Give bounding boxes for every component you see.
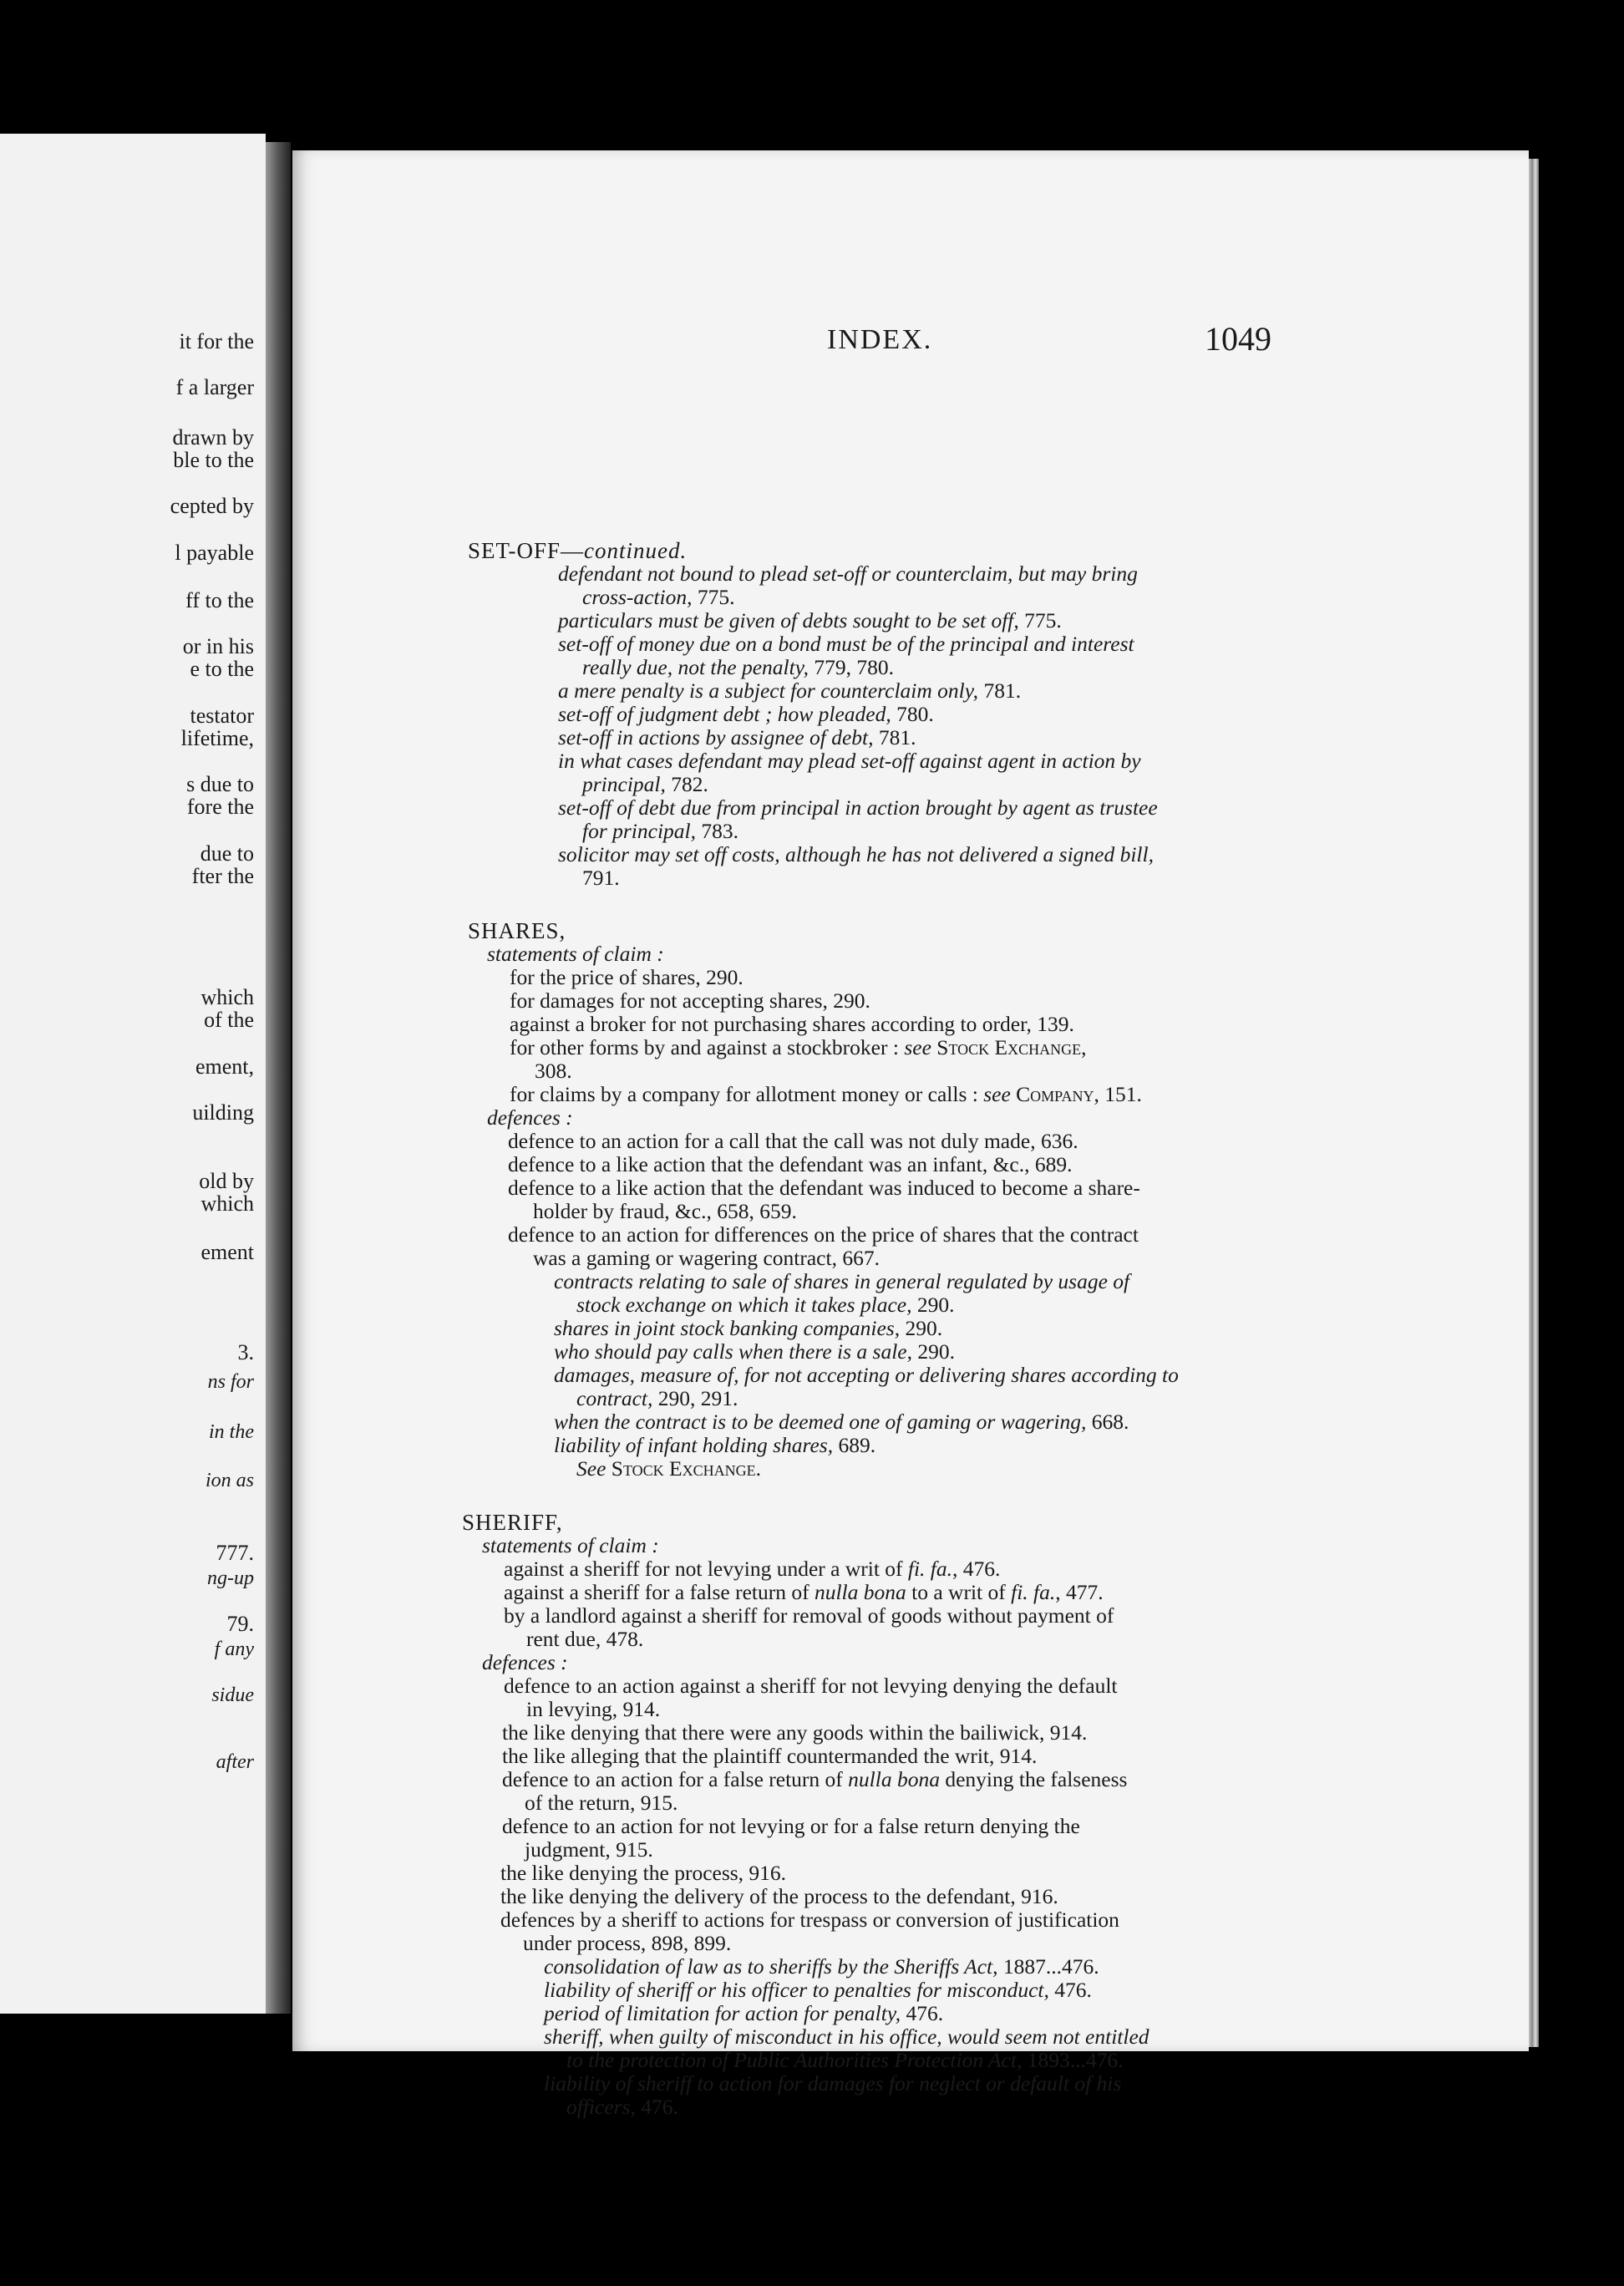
text-run: the like alleging that the plaintiff countermanded the writ, 914. — [502, 1744, 1038, 1768]
text-run: 782. — [671, 772, 708, 796]
left-page-line: cepted by — [170, 494, 254, 518]
text-run: defendant not bound to plead set-off or counterclaim, but may bring — [558, 561, 1138, 586]
index-line — [582, 773, 708, 796]
index-line — [510, 989, 870, 1013]
text-run: in what cases defendant may plead set-off against agent in action by — [558, 749, 1141, 773]
text-run: particulars must be given of debts sought to be set off, — [558, 608, 1025, 632]
running-header: INDEX. — [827, 324, 933, 355]
text-run: 668. — [1091, 1410, 1129, 1434]
text-run: 791. — [582, 866, 620, 890]
text-run: for principal, — [582, 819, 702, 843]
text-run: shares in joint stock banking companies, — [554, 1316, 906, 1340]
text-run: 308. — [535, 1059, 572, 1083]
index-line — [487, 942, 664, 966]
text-run: fi. fa. — [907, 1557, 953, 1581]
page-number: 1049 — [1205, 320, 1271, 358]
index-line — [576, 1293, 955, 1317]
index-page — [292, 150, 1529, 2119]
index-line — [558, 749, 1141, 773]
text-run: Stock Exchange, — [936, 1035, 1087, 1059]
text-run: 476. — [1054, 1978, 1092, 2002]
text-run: defence to an action for differences on the price of shares that the contract — [508, 1222, 1139, 1247]
left-page-line: fore the — [186, 795, 254, 819]
left-page-line: l payable — [175, 541, 254, 565]
text-run: for damages for not accepting shares, 290. — [510, 988, 870, 1013]
left-page-line: 777. — [216, 1541, 254, 1565]
left-page-line: drawn by — [172, 425, 254, 450]
left-page-line: sidue — [211, 1684, 254, 1706]
left-page-line: s due to — [186, 772, 254, 796]
text-run: consolidation of law as to sheriffs by the Sheriffs Act, — [544, 1954, 1003, 1979]
index-line — [554, 1434, 875, 1457]
index-line — [554, 1317, 942, 1340]
index-line — [500, 1885, 1058, 1908]
left-page-line: 79. — [226, 1612, 254, 1636]
left-page-line: ement — [200, 1240, 254, 1264]
text-run: the like denying the process, 916. — [500, 1861, 787, 1885]
text-run: 476. — [641, 2095, 678, 2119]
text-run: 290. — [917, 1339, 955, 1364]
left-page-line: e to the — [190, 657, 254, 681]
index-line — [508, 1223, 1139, 1247]
index-line — [504, 1557, 1000, 1581]
left-page-line: ff to the — [185, 588, 254, 612]
text-run: fi. fa. — [1011, 1580, 1056, 1604]
text-run: holder by fraud, &c., 658, 659. — [533, 1199, 797, 1223]
text-run: liability of infant holding shares, — [554, 1433, 839, 1457]
index-line — [582, 820, 738, 843]
index-line — [554, 1410, 1129, 1434]
index-line — [510, 1013, 1074, 1036]
index-line — [558, 843, 1154, 866]
text-run: defences by a sheriff to actions for trespass or conversion of justification — [500, 1908, 1119, 1932]
text-run: sheriff, when guilty of misconduct in his office, would seem not entitled — [544, 2024, 1149, 2049]
text-run: judgment, 915. — [525, 1837, 653, 1862]
index-line — [558, 796, 1158, 820]
text-run: defence to an action for a false return of — [502, 1767, 849, 1791]
left-page-line: f a larger — [175, 375, 254, 399]
left-page-line: ble to the — [173, 448, 254, 472]
text-run: to a writ of — [906, 1580, 1012, 1604]
left-page-line: due to — [200, 841, 254, 866]
index-heading — [468, 919, 566, 942]
index-line — [526, 1698, 660, 1721]
index-line — [508, 1153, 1073, 1176]
text-run: the like denying the delivery of the process to the defendant, 916. — [500, 1884, 1058, 1908]
text-run: 775. — [697, 585, 735, 609]
text-run: SET-OFF— — [468, 538, 585, 563]
text-run: by a landlord against a sheriff for removal of goods without payment of — [504, 1603, 1114, 1628]
index-line — [566, 2096, 678, 2119]
index-line — [504, 1581, 1104, 1604]
index-line — [502, 1745, 1037, 1768]
left-page-line: f any — [214, 1638, 254, 1660]
index-line — [558, 609, 1062, 632]
left-page-line: old by — [199, 1169, 254, 1193]
text-run: SHERIFF, — [462, 1510, 563, 1535]
index-heading — [468, 539, 687, 562]
index-line — [558, 632, 1134, 656]
text-run: 783. — [701, 819, 739, 843]
index-line — [482, 1651, 568, 1674]
index-line — [533, 1247, 880, 1270]
text-run: solicitor may set off costs, although he has not delivered a signed bill, — [558, 842, 1154, 866]
index-line — [525, 1838, 653, 1862]
text-run: , 476. — [952, 1557, 1001, 1581]
index-line — [508, 1176, 1140, 1200]
text-run: rent due, 478. — [526, 1627, 644, 1651]
text-run: 290, 291. — [657, 1386, 738, 1410]
text-run: for other forms by and against a stockbroker : — [510, 1035, 905, 1059]
left-page-line: of the — [204, 1008, 254, 1032]
text-run: defence to a like action that the defendant was induced to become a share- — [508, 1176, 1140, 1200]
text-run: under process, 898, 899. — [523, 1931, 732, 1955]
index-line — [576, 1457, 761, 1481]
text-run: defence to a like action that the defendant was an infant, &c., 689. — [508, 1152, 1073, 1176]
text-run: Stock Exchange. — [611, 1456, 761, 1481]
index-line — [523, 1932, 731, 1955]
index-line — [510, 1036, 1086, 1059]
left-page-line: ement, — [195, 1054, 254, 1079]
text-run: to the protection of Public Authorities Protection Act, — [566, 2048, 1028, 2072]
left-page-line: fter the — [191, 864, 254, 888]
text-run: who should pay calls when there is a sale, — [554, 1339, 918, 1364]
index-line — [504, 1674, 1118, 1698]
text-run: defence to an action against a sheriff for not levying denying the default — [504, 1674, 1118, 1698]
left-page-line: it for the — [179, 329, 254, 353]
index-line — [535, 1059, 572, 1083]
text-run: against a sheriff for not levying under a writ of — [504, 1557, 908, 1581]
text-run: damages, measure of, for not accepting or delivering shares according to — [554, 1363, 1179, 1387]
text-run: set-off of debt due from principal in action brought by agent as trustee — [558, 795, 1158, 820]
left-page-line: lifetime, — [180, 726, 254, 750]
text-run: set-off in actions by assignee of debt, — [558, 725, 879, 749]
text-run: really due, not the penalty, — [582, 655, 815, 679]
text-run: was a gaming or wagering contract, 667. — [533, 1246, 880, 1270]
index-line — [533, 1200, 797, 1223]
text-run: see — [983, 1082, 1017, 1106]
left-page-line: ng-up — [207, 1567, 254, 1589]
text-run: Company, — [1016, 1082, 1099, 1106]
left-page-line: ns for — [207, 1371, 254, 1393]
text-run: defences : — [482, 1650, 568, 1674]
index-line — [558, 562, 1138, 586]
index-line — [510, 1083, 1142, 1106]
text-run: see — [904, 1035, 937, 1059]
index-line — [558, 726, 916, 749]
left-page-line: or in his — [182, 634, 254, 658]
text-run: principal, — [582, 772, 672, 796]
text-run: the like denying that there were any goods within the bailiwick, 914. — [502, 1720, 1088, 1745]
left-page-line: after — [216, 1751, 254, 1773]
left-page-line: uilding — [192, 1100, 254, 1125]
text-run: set-off of money due on a bond must be of the principal and interest — [558, 632, 1134, 656]
text-run: 151. — [1099, 1082, 1142, 1106]
text-run: See — [576, 1456, 612, 1481]
text-run: statements of claim : — [487, 942, 664, 966]
text-run: of the return, 915. — [525, 1791, 678, 1815]
index-line — [544, 2072, 1121, 2096]
page-edges — [1529, 159, 1539, 2047]
index-line — [487, 1106, 573, 1130]
text-run: period of limitation for action for penalty, — [544, 2001, 906, 2025]
text-run: contracts relating to sale of shares in general regulated by usage of — [554, 1269, 1130, 1293]
index-line — [566, 2049, 1123, 2072]
text-run: officers, — [566, 2095, 642, 2119]
text-run: denying the falseness — [939, 1767, 1128, 1791]
index-line — [576, 1387, 738, 1410]
index-line — [582, 656, 894, 679]
index-line — [554, 1340, 955, 1364]
text-run: stock exchange on which it takes place, — [576, 1293, 917, 1317]
left-page-line: testator — [190, 704, 254, 728]
text-run: nulla bona — [814, 1580, 906, 1604]
index-line — [508, 1130, 1078, 1153]
index-line — [525, 1791, 678, 1815]
text-run: , 477. — [1055, 1580, 1104, 1604]
index-line — [504, 1604, 1114, 1628]
text-run: 1887...476. — [1002, 1954, 1099, 1979]
text-run: 476. — [906, 2001, 944, 2025]
text-run: in levying, 914. — [526, 1697, 661, 1721]
text-run: 775. — [1024, 608, 1062, 632]
text-run: against a broker for not purchasing shares according to order, 139. — [510, 1012, 1074, 1036]
index-line — [554, 1364, 1179, 1387]
text-run: when the contract is to be deemed one of gaming or wagering, — [554, 1410, 1092, 1434]
left-page-line: 3. — [237, 1340, 254, 1364]
text-run: 1893...476. — [1027, 2048, 1124, 2072]
text-run: SHARES, — [468, 918, 566, 943]
index-line — [502, 1768, 1127, 1791]
text-run: a mere penalty is a subject for counterclaim only, — [558, 678, 984, 703]
text-run: defence to an action for a call that the call was not duly made, 636. — [508, 1129, 1078, 1153]
text-run: defence to an action for not levying or for a false return denying the — [502, 1814, 1080, 1838]
index-line — [582, 866, 620, 890]
text-run: against a sheriff for a false return of — [504, 1580, 815, 1604]
index-line — [544, 1955, 1099, 1979]
text-run: set-off of judgment debt ; how pleaded, — [558, 702, 897, 726]
text-run: 290. — [916, 1293, 955, 1317]
index-line — [544, 2002, 943, 2025]
left-page-line: which — [200, 985, 254, 1009]
index-line — [502, 1721, 1087, 1745]
text-run: 780. — [896, 702, 934, 726]
index-line — [558, 679, 1021, 703]
book-gutter — [266, 142, 291, 2014]
index-line — [482, 1534, 659, 1557]
index-line — [544, 1979, 1092, 2002]
left-page-line: ion as — [205, 1470, 254, 1491]
index-line — [558, 703, 934, 726]
index-line — [500, 1908, 1119, 1932]
text-run: 779, 780. — [814, 655, 894, 679]
index-line — [500, 1862, 786, 1885]
text-run: for claims by a company for allotment money or calls : — [510, 1082, 984, 1106]
text-run: 290. — [905, 1316, 943, 1340]
index-line — [510, 966, 743, 989]
text-run: cross-action, — [582, 585, 698, 609]
text-run: 781. — [878, 725, 916, 749]
index-line — [526, 1628, 643, 1651]
left-facing-page — [0, 134, 266, 2014]
text-run: nulla bona — [848, 1767, 940, 1791]
index-line — [554, 1270, 1129, 1293]
index-line — [502, 1815, 1080, 1838]
text-run: 689. — [838, 1433, 876, 1457]
text-run: defences : — [487, 1105, 573, 1130]
index-line — [544, 2025, 1149, 2049]
text-run: statements of claim : — [482, 1533, 659, 1557]
left-page-line: which — [200, 1191, 254, 1216]
index-heading — [462, 1511, 563, 1534]
text-run: liability of sheriff or his officer to penalties for misconduct, — [544, 1978, 1055, 2002]
text-run: 781. — [983, 678, 1022, 703]
text-run: liability of sheriff to action for damages for neglect or default of his — [544, 2071, 1122, 2096]
text-run: continued. — [584, 538, 688, 563]
text-run: contract, — [576, 1386, 658, 1410]
left-page-line: in the — [209, 1421, 254, 1443]
text-run: for the price of shares, 290. — [510, 965, 743, 989]
index-line — [582, 586, 735, 609]
